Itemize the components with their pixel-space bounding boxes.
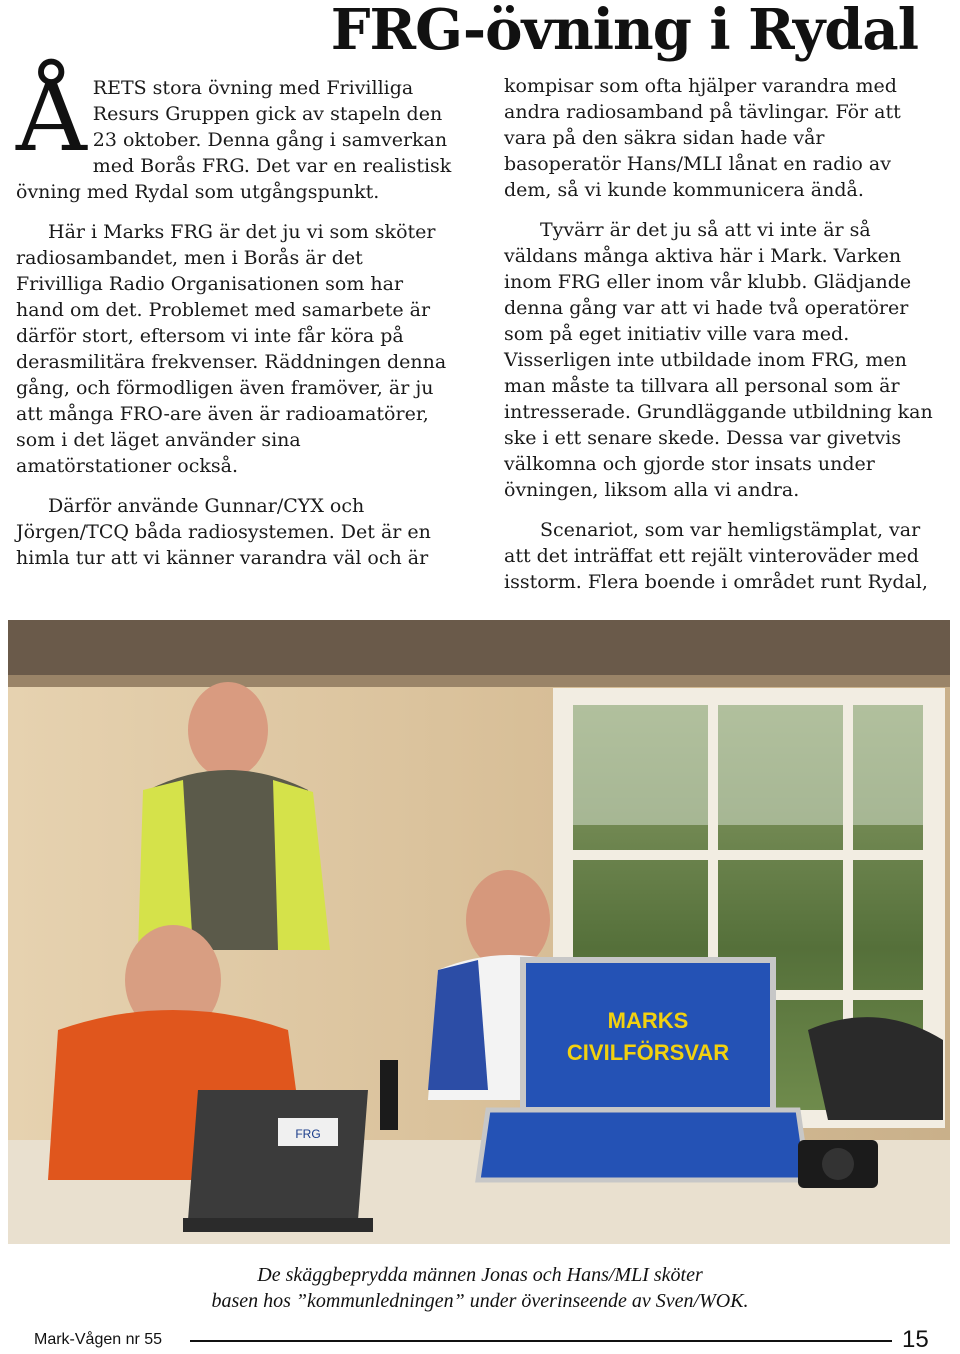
photo-illustration <box>8 620 950 1244</box>
photo-caption <box>0 1262 960 1314</box>
left-column <box>16 60 452 585</box>
right-paragraph-1: kompisar som ofta hjälper varandra med andra radiosamband på tävlingar. För att vara på den säkra sidan hade vår basoperatör Hans/MLI lånat en radio av dem, så vi kunde kommunicera ändå. <box>504 75 901 201</box>
footer-divider <box>190 1340 892 1342</box>
left-paragraph-3: Därför använde Gunnar/CYX och Jörgen/TCQ båda radiosystemen. Det är en himla tur att vi känner varandra väl och är <box>16 495 431 569</box>
left-paragraph-1-text: RETS stora övning med Frivilliga Resurs Gruppen gick av stapeln den 23 oktober. Denna gång i samverkan med Borås FRG. Det var en realistisk övning med Rydal som utgångspunkt. <box>16 77 452 203</box>
case-label-line1: MARKS <box>607 1008 689 1033</box>
right-paragraph-3: Scenariot, som var hemligstämplat, var att det inträffat ett rejält vinteroväder med isstorm. Flera boende i området runt Rydal, <box>504 519 928 593</box>
caption-line-2: basen hos ”kommunledningen” under överinseende av Sven/WOK. <box>211 1290 749 1312</box>
caption-line-1: De skäggbeprydda männen Jonas och Hans/MLI sköter <box>257 1264 703 1286</box>
case-label-line2: CIVILFÖRSVAR <box>566 1040 730 1065</box>
right-paragraph-2: Tyvärr är det ju så att vi inte är så väldans många aktiva här i Mark. Varken inom FRG eller inom vår klubb. Glädjande denna gång var att vi hade två operatörer som på eget initiativ ville vara med. Visserligen inte utbildade inom FRG, men man måste ta tillvara all personal som är intresserade. Grundläggande utbildning kan ske i ett senare skede. Dessa var givetvis välkomna och gjorde stor insats under övningen, liksom alla vi andra. <box>504 219 933 501</box>
left-paragraph-1 <box>16 60 452 205</box>
left-paragraph-2: Här i Marks FRG är det ju vi som sköter radiosambandet, men i Borås är det Frivilliga Radio Organisationen som har hand om det. Problemet med samarbete är därför stort, eftersom vi inte får köra på derasmilitära frekvenser. Räddningen denna gång, och förmodligen även framöver, är ju att många FRO-are även är radioamatörer, som i det läget använder sina amatörstationer också. <box>16 221 447 477</box>
publication-name: Mark-Vågen nr 55 <box>34 1331 163 1348</box>
page-number: 15 <box>902 1326 929 1353</box>
article-photo <box>8 620 950 1244</box>
laptop-sticker-text: FRG <box>295 1127 321 1141</box>
drop-cap: Å <box>16 60 87 174</box>
right-column <box>504 73 944 609</box>
article-title: FRG-övning i Rydal <box>330 0 918 63</box>
